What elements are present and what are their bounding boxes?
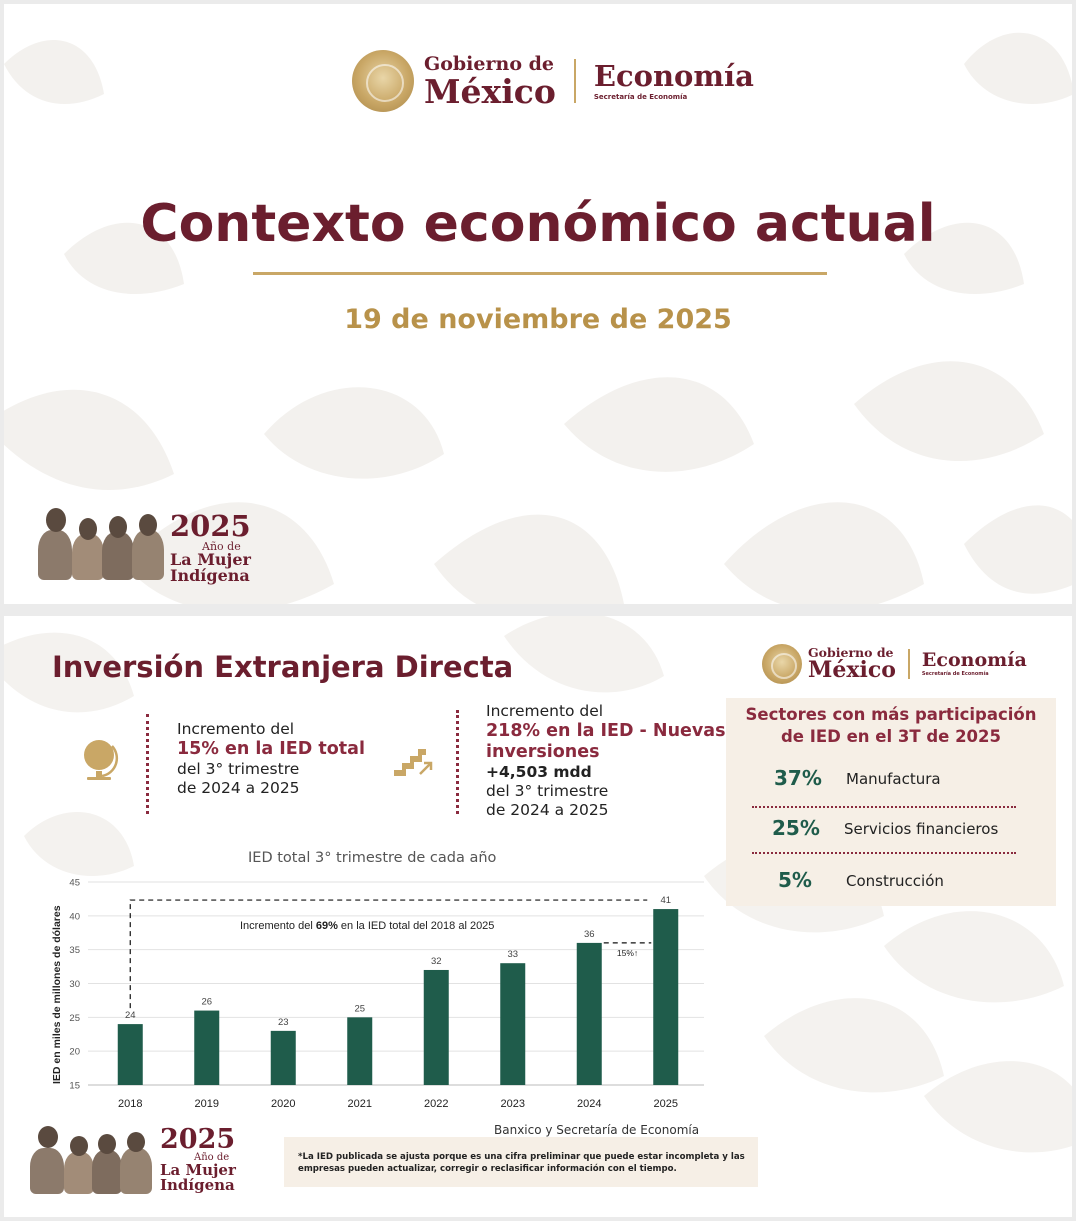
kpi1-block <box>177 720 365 798</box>
slide-title: Contexto económico actual <box>140 194 936 254</box>
kpi2-line5: de 2024 a 2025 <box>486 801 609 819</box>
x-tick-label: 2022 <box>424 1098 449 1110</box>
badge-line2: La Mujer <box>170 550 251 569</box>
increase-annotation: Incremento del 69% en la IED total del 2018 al 2025 <box>240 920 495 932</box>
kpi2-block <box>486 702 726 820</box>
x-tick-label: 2021 <box>347 1098 372 1110</box>
yoy-label: 15%↑ <box>616 947 639 958</box>
sectors-title-line2: de IED en el 3T de 2025 <box>780 727 1002 746</box>
kpi1-highlight: 15% en la IED total <box>177 739 365 759</box>
sector-divider <box>752 852 1016 854</box>
kpi2-highlight1: 218% en la IED - Nuevas <box>486 721 726 741</box>
x-tick-label: 2024 <box>577 1098 602 1110</box>
bar-value-label: 32 <box>430 955 442 967</box>
ied-slide <box>4 616 1072 1217</box>
bar-value-label: 41 <box>660 895 672 907</box>
x-tick-label: 2019 <box>194 1098 219 1110</box>
bar-2021 <box>347 1017 372 1085</box>
bar-value-label: 33 <box>507 949 519 961</box>
sector-divider <box>752 806 1016 808</box>
logo-divider <box>908 649 910 679</box>
logo-line2: México <box>808 657 896 684</box>
bar-2019 <box>194 1011 219 1085</box>
x-tick-label: 2023 <box>500 1098 525 1110</box>
badge-year: 2025 <box>170 509 251 543</box>
sector-name: Construcción <box>846 872 944 890</box>
sector-row <box>726 816 1056 846</box>
bar-2022 <box>424 970 449 1085</box>
kpi1-line3: del 3° trimestre <box>177 760 300 778</box>
kpi2-divider <box>456 710 459 814</box>
bar-value-label: 25 <box>354 1003 366 1015</box>
y-tick-label: 35 <box>69 945 80 957</box>
x-tick-label: 2018 <box>118 1098 143 1110</box>
logo-brand: Economía <box>593 58 754 93</box>
kpi2-line4: del 3° trimestre <box>486 782 609 800</box>
ied-bar-chart <box>44 870 714 1118</box>
national-seal-icon <box>762 644 802 684</box>
title-divider <box>253 272 827 275</box>
slide-date: 19 de noviembre de 2025 <box>344 304 732 335</box>
logo-divider <box>574 59 576 103</box>
badge-line3: Indígena <box>160 1176 235 1194</box>
sector-row <box>726 766 1056 796</box>
bar-2023 <box>500 963 525 1085</box>
x-tick-label: 2025 <box>653 1098 678 1110</box>
bar-2018 <box>118 1024 143 1085</box>
sector-name: Servicios financieros <box>844 820 999 838</box>
gobierno-mexico-logo <box>762 644 1027 684</box>
national-seal-icon <box>352 50 414 112</box>
sectors-title <box>726 704 1056 748</box>
bar-value-label: 24 <box>124 1010 136 1022</box>
bar-value-label: 36 <box>583 928 595 940</box>
kpi1-divider <box>146 714 149 814</box>
kpi1-line1: Incremento del <box>177 720 295 738</box>
y-tick-label: 45 <box>69 877 80 889</box>
indigenous-women-illustration <box>34 504 164 580</box>
kpi1-line4: de 2024 a 2025 <box>177 779 300 797</box>
logo-line1: Gobierno de <box>808 644 894 660</box>
badge-line3: Indígena <box>170 566 250 585</box>
bar-2020 <box>271 1031 296 1085</box>
globe-icon <box>82 738 120 784</box>
sectors-panel <box>726 698 1056 906</box>
logo-brand: Economía <box>921 649 1027 671</box>
y-axis-label: IED en miles de millones de dólares <box>51 905 63 1084</box>
y-tick-label: 40 <box>69 911 80 923</box>
source-note: Banxico y Secretaría de Economía <box>494 1123 700 1137</box>
year-of-indigenous-woman-badge <box>160 1126 236 1193</box>
year-of-indigenous-woman-badge <box>170 509 251 585</box>
title-slide <box>4 4 1072 604</box>
footnote-box <box>284 1137 758 1187</box>
stairs-growth-icon <box>392 744 434 778</box>
kpi2-amount: +4,503 mdd <box>486 763 592 781</box>
y-tick-label: 15 <box>69 1080 80 1092</box>
sectors-title-line1: Sectores con más participación <box>745 705 1037 724</box>
kpi2-line1: Incremento del <box>486 702 604 720</box>
bar-value-label: 26 <box>201 996 213 1008</box>
badge-line1: Año de <box>202 540 241 553</box>
indigenous-women-illustration <box>28 1122 154 1194</box>
gobierno-mexico-logo <box>352 50 754 112</box>
logo-line2: México <box>424 71 556 111</box>
sector-pct: 37% <box>774 766 822 790</box>
y-tick-label: 30 <box>69 979 80 990</box>
x-tick-label: 2020 <box>271 1098 296 1110</box>
kpi2-highlight2: inversiones <box>486 742 600 762</box>
badge-year: 2025 <box>160 1124 236 1155</box>
chart-title: IED total 3° trimestre de cada año <box>248 850 497 866</box>
bar-value-label: 23 <box>277 1016 289 1028</box>
sector-pct: 25% <box>772 816 820 840</box>
sector-pct: 5% <box>778 868 812 892</box>
y-tick-label: 20 <box>69 1046 80 1058</box>
slide-title: Inversión Extranjera Directa <box>52 650 514 684</box>
logo-line1: Gobierno de <box>424 52 554 75</box>
logo-brand-sub: Secretaría de Economía <box>593 92 688 101</box>
badge-line1: Año de <box>194 1152 230 1163</box>
bar-2025 <box>653 909 678 1085</box>
bar-2024 <box>577 943 602 1085</box>
sector-name: Manufactura <box>846 770 941 788</box>
sector-row <box>726 868 1056 898</box>
footnote-text: *La IED publicada se ajusta porque es una cifra preliminar que puede estar incompleta y las empresas pueden actualizar, corregir o reclasificar información con el tiempo. <box>298 1152 745 1174</box>
badge-line2: La Mujer <box>160 1161 236 1179</box>
y-tick-label: 25 <box>69 1012 80 1024</box>
logo-brand-sub: Secretaría de Economía <box>921 671 989 677</box>
